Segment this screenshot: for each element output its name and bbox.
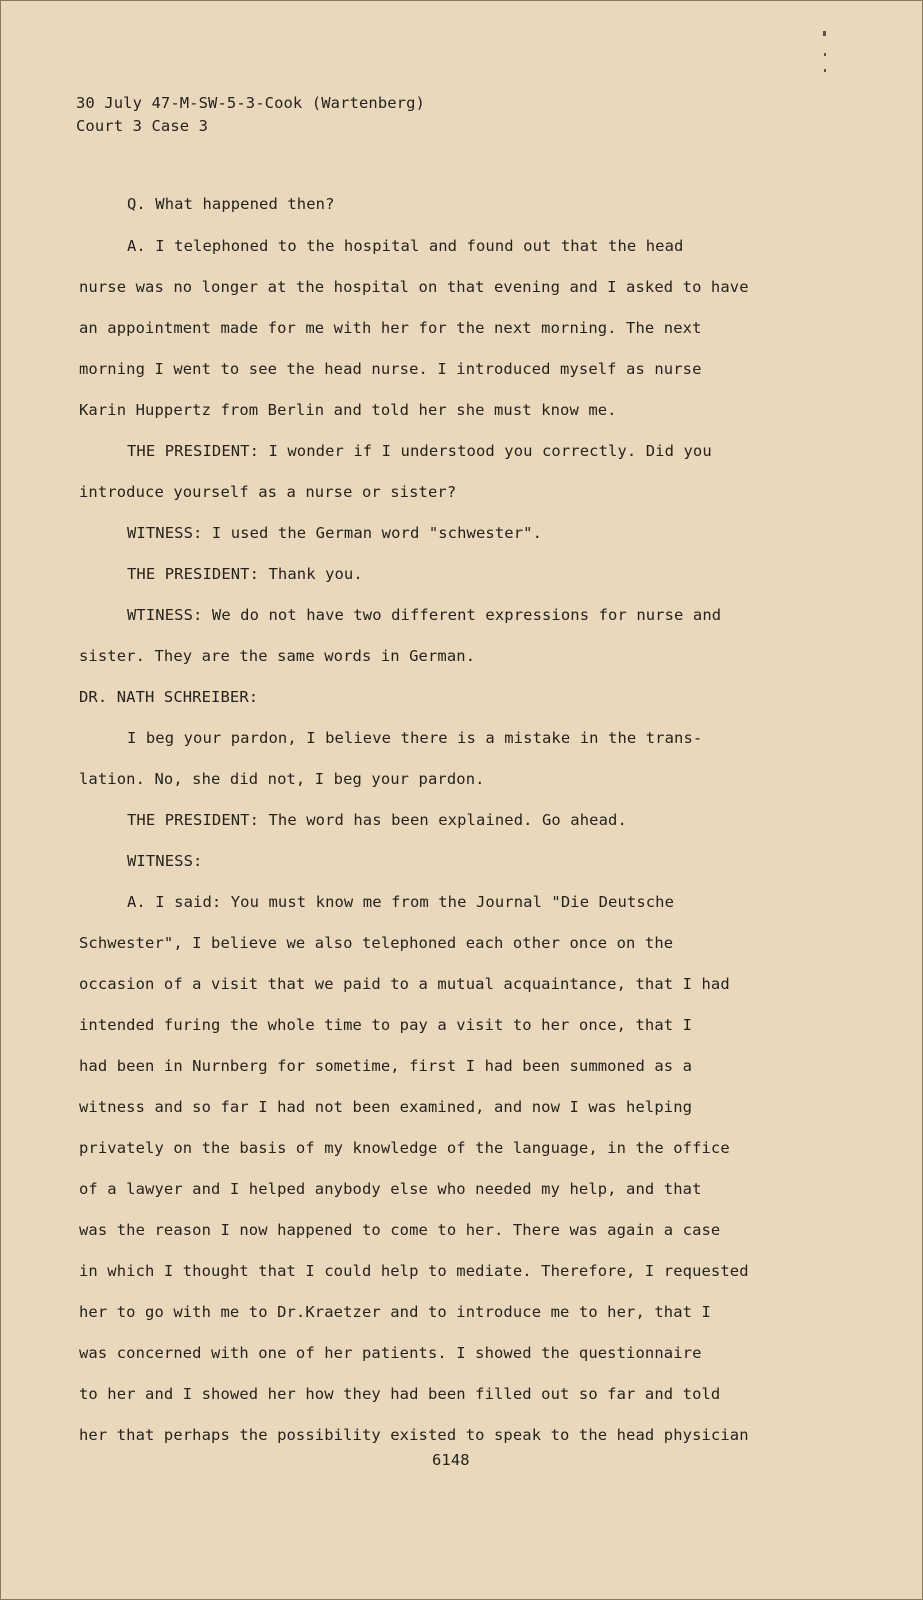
text-line: A. I said: You must know me from the Journal "Die Deutsche xyxy=(127,893,675,911)
page-number: 6148 xyxy=(432,1451,470,1469)
text-line: witness and so far I had not been examined, and now I was helping xyxy=(79,1098,693,1116)
text-line: introduce yourself as a nurse or sister? xyxy=(79,483,457,501)
text-line: nurse was no longer at the hospital on that evening and I asked to have xyxy=(79,278,749,296)
text-line: privately on the basis of my knowledge of the language, in the office xyxy=(79,1139,730,1157)
text-line: WITNESS: xyxy=(127,852,203,870)
text-line: WTINESS: We do not have two different expressions for nurse and xyxy=(127,606,722,624)
text-line: THE PRESIDENT: The word has been explained. Go ahead. xyxy=(127,811,627,829)
text-line: her that perhaps the possibility existed to speak to the head physician xyxy=(79,1426,749,1444)
text-line: I beg your pardon, I believe there is a mistake in the trans- xyxy=(127,729,703,747)
header-line-2: Court 3 Case 3 xyxy=(76,117,209,135)
text-line: was concerned with one of her patients. I showed the questionnaire xyxy=(79,1344,702,1362)
header-line-1: 30 July 47-M-SW-5-3-Cook (Wartenberg) xyxy=(76,94,425,112)
text-line: sister. They are the same words in German. xyxy=(79,647,476,665)
text-line: WITNESS: I used the German word "schwester". xyxy=(127,524,542,542)
text-line: morning I went to see the head nurse. I introduced myself as nurse xyxy=(79,360,702,378)
text-line: had been in Nurnberg for sometime, first I had been summoned as a xyxy=(79,1057,693,1075)
punch-mark xyxy=(824,53,826,56)
text-line: lation. No, she did not, I beg your pardon. xyxy=(79,770,485,788)
text-line: Schwester", I believe we also telephoned each other once on the xyxy=(79,934,674,952)
text-line: Q. What happened then? xyxy=(127,195,335,213)
punch-mark xyxy=(823,31,826,36)
text-line: intended furing the whole time to pay a visit to her once, that I xyxy=(79,1016,693,1034)
text-line: occasion of a visit that we paid to a mutual acquaintance, that I had xyxy=(79,975,730,993)
text-line: her to go with me to Dr.Kraetzer and to introduce me to her, that I xyxy=(79,1303,711,1321)
text-line: to her and I showed her how they had been filled out so far and told xyxy=(79,1385,721,1403)
text-line: of a lawyer and I helped anybody else who needed my help, and that xyxy=(79,1180,702,1198)
text-line: THE PRESIDENT: Thank you. xyxy=(127,565,363,583)
text-line: was the reason I now happened to come to her. There was again a case xyxy=(79,1221,721,1239)
text-line: THE PRESIDENT: I wonder if I understood you correctly. Did you xyxy=(127,442,712,460)
text-line: A. I telephoned to the hospital and found out that the head xyxy=(127,237,684,255)
text-line: DR. NATH SCHREIBER: xyxy=(79,688,259,706)
text-line: in which I thought that I could help to mediate. Therefore, I requested xyxy=(79,1262,749,1280)
text-line: Karin Huppertz from Berlin and told her she must know me. xyxy=(79,401,617,419)
punch-mark xyxy=(824,69,826,72)
text-line: an appointment made for me with her for the next morning. The next xyxy=(79,319,702,337)
